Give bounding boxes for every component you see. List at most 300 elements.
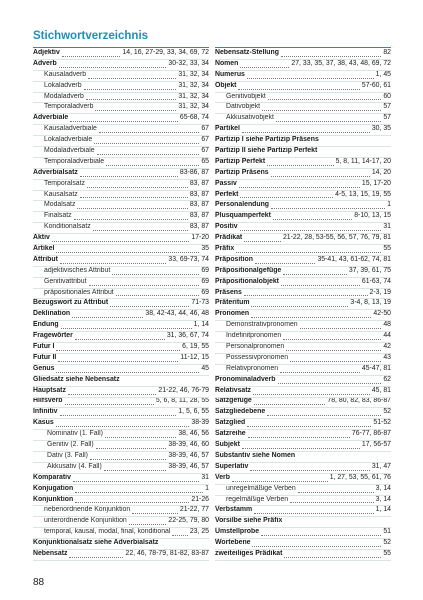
index-pages: 31, 32, 34 [178,103,209,111]
index-pages: 57 [383,114,391,122]
index-entry [33,452,209,463]
index-pages: 15, 17-20 [361,179,391,187]
page-title: Stichwortverzeichnis [33,30,149,42]
index-term: Dativobjekt [226,103,261,111]
index-entry [33,191,209,202]
index-term: Perfekt [215,190,239,198]
dot-leader [56,252,199,253]
dot-leader [281,285,360,286]
index-entry [33,114,209,125]
dot-leader [286,350,381,351]
index-entry [33,539,209,550]
index-pages: 31, 36, 67, 74 [166,332,209,340]
index-entry [215,321,391,332]
dot-leader [69,557,123,558]
index-entry [215,419,391,430]
index-pages: 55 [383,245,391,253]
index-pages: 43 [383,353,391,361]
index-pages: 83-86, 87 [179,168,209,176]
index-entry [33,223,209,234]
index-pages: 6, 19, 55 [182,343,209,351]
index-entry [215,136,391,147]
index-term: Temporalsatz [44,179,85,187]
dot-leader [89,285,200,286]
index-column-right [215,47,391,561]
index-pages: 52 [383,539,391,547]
index-entry [215,191,391,202]
index-term: Modalsatz [44,201,76,209]
dot-leader [283,274,347,275]
index-pages: 2-3, 19 [369,288,391,296]
index-term: Kausalsatz [44,190,78,198]
index-term: Numerus [215,70,245,78]
index-entry [215,430,391,441]
page-number: 88 [33,577,45,588]
index-term: Superlativ [215,462,249,470]
dot-leader [74,219,188,220]
index-entry [215,474,391,485]
index-entry [33,299,209,310]
index-column-left [33,47,209,561]
index-entry [215,223,391,234]
index-pages: 30, 35 [371,125,391,133]
dot-leader [280,372,360,373]
index-term: Partizip Präsens [215,168,269,176]
index-pages: 1, 27, 53, 55, 61, 76 [329,473,391,481]
index-term: nebenordnende Konjunktion [44,506,131,514]
dot-leader [60,263,167,264]
dot-leader [132,513,178,514]
index-pages: 45 [201,364,209,372]
index-term: Prädikat [215,234,243,242]
index-term: unregelmäßige Verben [226,484,296,492]
index-entry [33,289,209,300]
index-term: Nebensatz [33,549,68,557]
index-pages: 1, 5, 6, 55 [178,408,209,416]
index-entry [33,528,209,539]
dot-leader [267,415,381,416]
index-term: Gliedsatz siehe Nebensatz [33,375,120,383]
dot-leader [248,437,350,438]
index-pages: 38, 42-43, 44, 46, 48 [145,310,209,318]
index-term: Akkusativobjekt [226,114,274,122]
index-entry [215,180,391,191]
index-entry [215,387,391,398]
index-pages: 65-68, 74 [179,114,209,122]
index-entry [33,310,209,321]
index-pages: 67 [201,136,209,144]
dot-leader [105,437,176,438]
index-pages: 57 [383,103,391,111]
dot-leader [110,306,189,307]
index-entry [33,398,209,409]
index-entry [215,496,391,507]
index-term: Personalendung [215,201,269,209]
index-list-left [33,49,209,561]
index-term: Hauptsatz [33,386,66,394]
index-term: Subjekt [215,441,240,449]
dot-leader [52,241,190,242]
index-term: Präteritum [215,299,250,307]
index-entry [33,354,209,365]
index-entry [33,60,209,71]
index-entry [215,463,391,474]
index-pages: 21-26 [191,495,209,503]
index-entry [215,103,391,114]
index-term: unterordnende Konjunktion [44,517,127,525]
index-pages: 51 [383,528,391,536]
dot-leader [104,470,167,471]
index-term: Konjugation [33,484,74,492]
index-term: Nominativ (1. Fall) [47,430,103,438]
index-term: Genus [33,364,55,372]
index-entry [33,212,209,223]
index-entry [33,387,209,398]
index-pages: 21-22, 77 [179,506,209,514]
index-pages: 55 [383,549,391,557]
dot-leader [281,56,381,57]
index-entry [33,485,209,496]
index-entry [215,539,391,550]
index-entry [33,125,209,136]
index-pages: 3-4, 8, 13, 19 [350,299,391,307]
index-pages: 14, 16, 27-29, 33, 34, 69, 72 [122,49,209,56]
dot-leader [68,394,156,395]
index-term: Plusquamperfekt [215,212,271,220]
index-term: Indefinitpronomen [226,332,282,340]
index-entry [215,169,391,180]
dot-leader [56,350,180,351]
index-term: Satzgliedebene [215,408,266,416]
index-entry [215,256,391,267]
index-entry [33,49,209,60]
index-pages: 31, 32, 34 [178,92,209,100]
index-term: Pronomen [215,310,250,318]
index-entry [215,528,391,539]
dot-leader [65,404,154,405]
index-pages: 69 [201,266,209,274]
index-entry [33,93,209,104]
dot-leader [251,306,348,307]
dot-leader [298,492,374,493]
index-entry [215,365,391,376]
index-entry [33,332,209,343]
index-entry [33,474,209,485]
index-term: Präsens [215,288,242,296]
dot-leader [236,252,381,253]
index-entry [215,550,391,561]
index-term: Relativpronomen [226,364,279,372]
dot-leader [93,230,188,231]
index-pages: 83, 87 [189,179,209,187]
index-term: Präposition [215,255,253,263]
index-term: Bezugswort zu Attribut [33,299,109,307]
index-term: Nomen [215,59,239,67]
index-pages: 78, 80, 82, 83, 86-87 [327,397,391,405]
index-term: Satzreihe [215,430,246,438]
index-entry [215,398,391,409]
index-pages: 38, 46, 56 [178,430,209,438]
index-entry [33,430,209,441]
index-pages: 14, 20 [371,168,391,176]
index-entry [33,441,209,452]
index-term: Verbstamm [215,506,253,514]
index-pages: 45-47, 81 [361,364,391,372]
index-term: Adverbialsatz [33,168,78,176]
index-pages: 83, 87 [189,223,209,231]
index-entry [215,310,391,321]
index-pages: 8-10, 13, 15 [354,212,391,220]
index-entry [215,71,391,82]
dot-leader [240,67,289,68]
index-term: Konjunktionalsatz siehe Adverbialsatz [33,539,159,547]
index-term: Pronominaladverb [215,375,276,383]
index-pages: 71-73 [191,299,209,307]
index-entry [215,441,391,452]
column-rule [215,47,391,48]
index-entry [215,289,391,300]
dot-leader [99,132,199,133]
index-pages: 69 [201,288,209,296]
index-pages: 44 [383,332,391,340]
index-entry [215,201,391,212]
index-entry [33,136,209,147]
dot-leader [232,481,328,482]
index-term: Adjektiv [33,49,60,56]
index-term: Temporaladverbiale [44,157,105,165]
index-pages: 22, 46, 78-79, 81-82, 83-87 [125,549,209,557]
index-term: Endung [33,321,59,329]
index-entry [215,506,391,517]
dot-leader [262,110,381,111]
index-entry [33,158,209,169]
index-term: Komparativ [33,473,71,481]
index-term: Deklination [33,310,71,318]
dot-leader [284,557,381,558]
index-term: Possessivpronomen [226,353,289,361]
index-entry [33,343,209,354]
index-pages: 76-77, 86-87 [351,430,391,438]
index-pages: 31 [201,473,209,481]
index-pages: 21-22, 28, 53-55, 56, 57, 76, 79, 81 [282,234,391,242]
index-term: Modaladverbiale [44,147,95,154]
index-term: Demonstrativpronomen [226,321,298,329]
index-entry [215,517,391,528]
index-entry [33,278,209,289]
index-pages: 23, 25 [189,528,209,536]
index-entry [33,234,209,245]
index-pages: 17, 56-57 [361,441,391,449]
dot-leader [255,263,316,264]
index-entry [33,71,209,82]
index-term: Adverbiale [33,114,69,122]
index-entry [215,245,391,256]
dot-leader [254,404,326,405]
dot-leader [56,426,190,427]
index-term: Konjunktion [33,495,74,503]
index-entry [33,103,209,114]
dot-leader [242,448,360,449]
index-pages: 69 [201,277,209,285]
index-pages: 31, 32, 34 [178,70,209,78]
dot-leader [75,339,165,340]
dot-leader [238,89,359,90]
dot-leader [88,78,176,79]
index-entry [33,267,209,278]
index-pages: 3, 14 [375,495,391,503]
index-term: Präpositionalobjekt [215,277,279,285]
index-term: Objekt [215,81,237,89]
index-term: Relativsatz [215,386,252,394]
index-pages: 83, 87 [189,201,209,209]
index-entry [33,256,209,267]
dot-leader [106,165,199,166]
index-term: regelmäßige Verben [226,495,289,503]
index-term: Dativ (3. Fall) [47,451,88,459]
index-term: Attribut [33,255,58,263]
index-pages: 38-39, 46, 57 [168,451,209,459]
dot-leader [271,176,370,177]
index-entry [215,485,391,496]
index-entry [215,354,391,365]
index-pages: 33, 69-73, 74 [168,255,209,263]
index-entry [33,147,209,158]
index-pages: 17-20 [191,234,209,242]
dot-leader [75,492,203,493]
index-term: Positiv [215,223,238,231]
index-list-right [215,49,391,561]
index-pages: 1 [387,201,391,209]
index-entry [33,550,209,561]
index-term: Genitivobjekt [226,92,266,100]
index-entry [33,506,209,517]
dot-leader [239,187,360,188]
index-entry [215,114,391,125]
index-term: Passiv [215,179,237,187]
index-term: Modaladverb [44,92,84,100]
dot-leader [86,99,177,100]
index-entry [215,60,391,71]
index-term: Konditionalsatz [44,223,91,231]
index-term: Fragewörter [33,332,73,340]
index-entry [215,212,391,223]
index-term: Akkusativ (4. Fall) [47,462,102,470]
dot-leader [61,328,192,329]
index-entry [215,267,391,278]
index-term: Infinitiv [33,408,58,416]
index-pages: 57-60, 61 [361,81,391,89]
dot-leader [72,317,143,318]
index-entry [33,245,209,256]
dot-leader [95,110,176,111]
index-pages: 31, 32, 34 [178,81,209,89]
index-term: Kasus [33,419,54,427]
index-pages: 83, 87 [189,190,209,198]
index-pages: 82 [383,49,391,56]
index-pages: 4-5, 13, 15, 19, 55 [335,190,391,198]
dot-leader [172,535,187,536]
index-pages: 45, 81 [371,386,391,394]
index-entry [215,299,391,310]
dot-leader [77,208,187,209]
index-entry [215,147,391,158]
dot-leader [267,165,333,166]
index-pages: 35 [201,245,209,253]
dot-leader [90,459,166,460]
dot-leader [80,176,178,177]
index-term: Präpositionalgefüge [215,266,282,274]
dot-leader [240,197,333,198]
dot-leader [251,317,371,318]
dot-leader [94,143,199,144]
index-term: Substantiv siehe Nomen [215,451,296,459]
index-term: Finalsatz [44,212,72,220]
index-pages: 38-39 [191,419,209,427]
index-entry [33,496,209,507]
dot-leader [73,481,199,482]
index-pages: 1, 14 [375,506,391,514]
dot-leader [75,502,189,503]
dot-leader [240,230,382,231]
dot-leader [244,295,368,296]
index-term: Personalpronomen [226,343,285,351]
index-pages: 31, 47 [371,462,391,470]
dot-leader [273,219,352,220]
dot-leader [290,361,381,362]
index-entry [33,365,209,376]
index-pages: 21-22, 46, 76-79 [158,386,209,394]
dot-leader [80,197,188,198]
dot-leader [271,208,385,209]
index-entry [215,49,391,60]
index-entry [215,82,391,93]
index-pages: 5, 8, 11, 14-17, 20 [335,157,391,165]
index-entry [33,169,209,180]
index-pages: 30-32, 33, 34 [168,59,209,67]
index-entry [33,517,209,528]
dot-leader [253,394,370,395]
dot-leader [276,121,381,122]
index-pages: 11-12, 15 [180,353,209,361]
index-entry [215,332,391,343]
dot-leader [60,415,177,416]
index-entry [215,343,391,354]
index-pages: 67 [201,147,209,154]
index-pages: 22-25, 79, 80 [168,517,209,525]
dot-leader [290,502,374,503]
dot-leader [247,78,374,79]
dot-leader [116,295,200,296]
dot-leader [97,154,200,155]
dot-leader [87,187,188,188]
index-term: Lokaladverbiale [44,136,93,144]
index-pages: 61-63, 74 [361,277,391,285]
dot-leader [278,383,382,384]
index-pages: 83, 87 [189,212,209,220]
index-pages: 42 [383,343,391,351]
index-pages: 1, 14 [193,321,209,329]
index-pages: 3, 14 [375,484,391,492]
index-term: Partizip Perfekt [215,157,266,165]
index-term: Futur II [33,353,57,361]
index-term: adjektivisches Attribut [44,266,111,274]
index-pages: 60 [383,92,391,100]
index-entry [33,82,209,93]
dot-leader [129,524,167,525]
index-pages: 37, 39, 61, 75 [348,266,391,274]
index-term: Hilfsverb [33,397,63,405]
dot-leader [268,99,381,100]
